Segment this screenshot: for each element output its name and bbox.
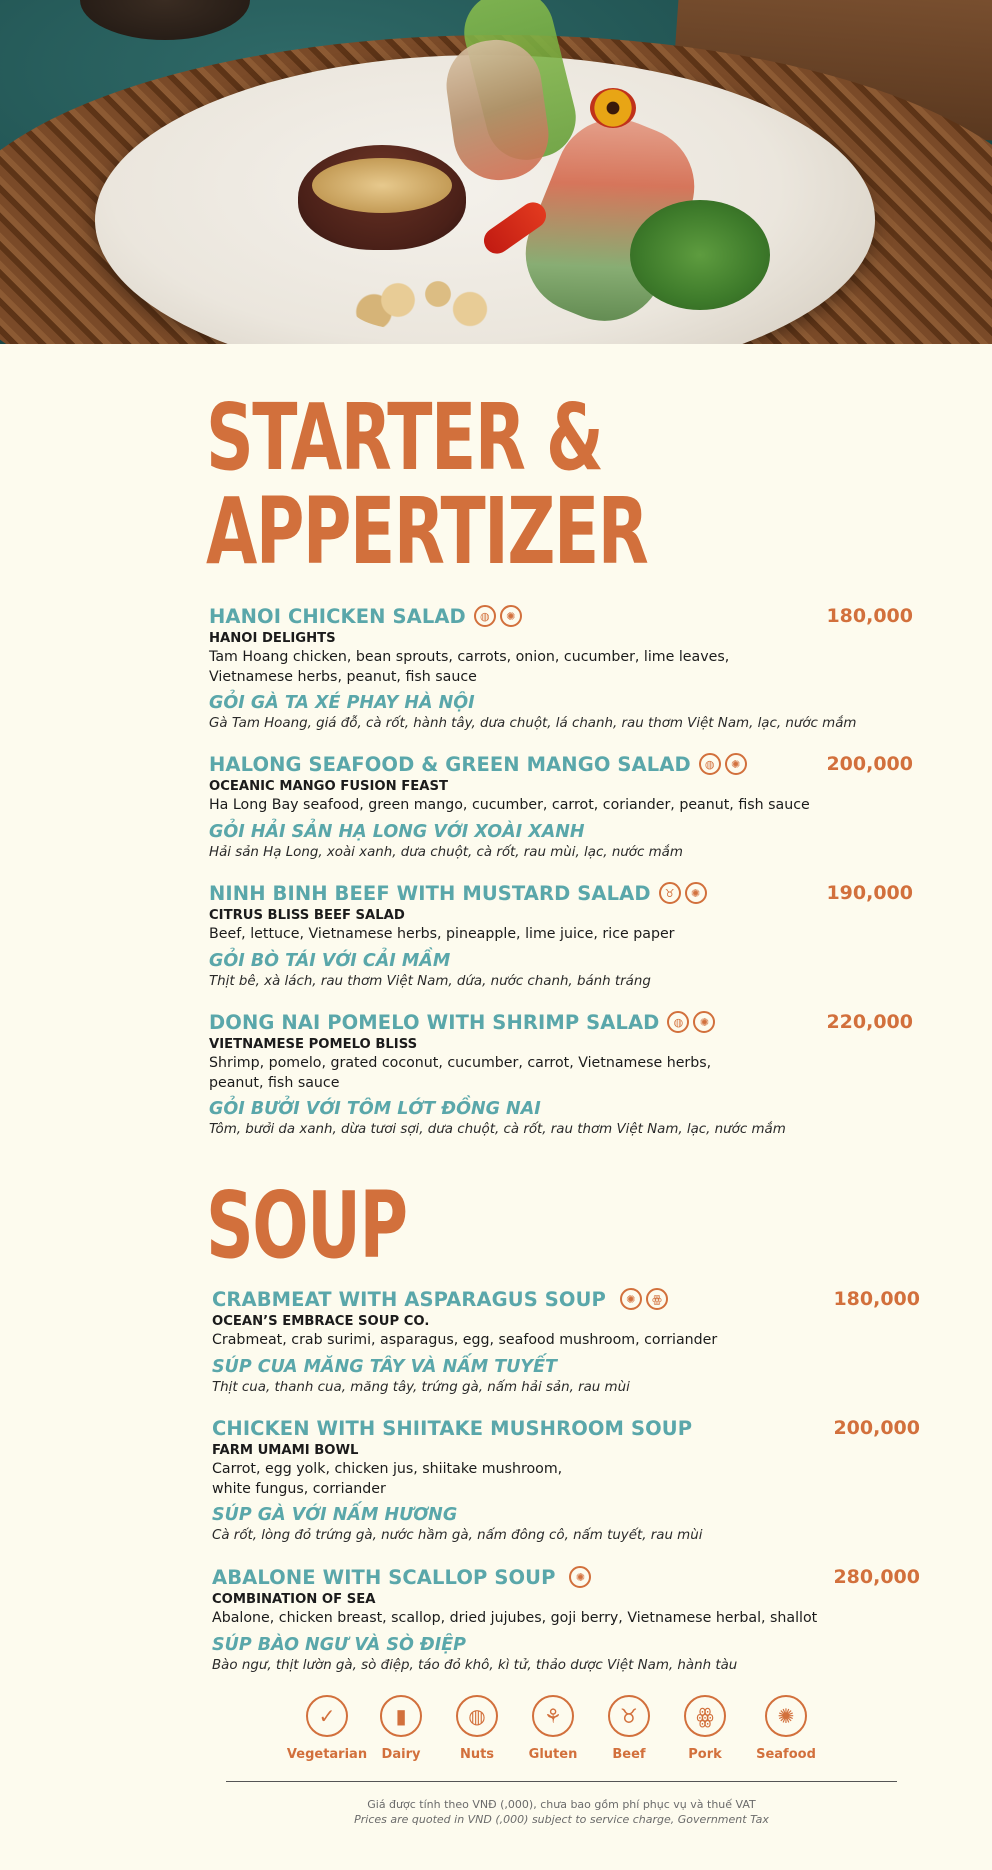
item-name: CHICKEN WITH SHIITAKE MUSHROOM SOUP — [212, 1416, 693, 1440]
footer-divider — [226, 1781, 897, 1782]
pork-icon: ꙮ — [646, 1288, 668, 1310]
nuts-icon: ◍ — [474, 605, 496, 627]
item-subtitle: FARM UMAMI BOWL — [212, 1443, 359, 1458]
item-vn-description: Thịt cua, thanh cua, măng tây, trứng gà, nấm hải sản, rau mùi — [212, 1379, 630, 1395]
legend-label: Beef — [612, 1747, 646, 1762]
item-price: 200,000 — [826, 753, 913, 775]
item-description: Beef, lettuce, Vietnamese herbs, pineapple, lime juice, rice paper — [209, 926, 675, 942]
item-price: 280,000 — [833, 1566, 920, 1588]
legend-pork — [660, 1695, 750, 1762]
item-description: Ha Long Bay seafood, green mango, cucumber, carrot, coriander, peanut, fish sauce — [209, 797, 810, 813]
section-title-line2: APPERTIZER — [206, 478, 648, 585]
item-name: HALONG SEAFOOD & GREEN MANGO SALAD — [209, 752, 691, 776]
item-description-2: peanut, fish sauce — [209, 1074, 340, 1091]
legend-label: Vegetarian — [286, 1747, 368, 1762]
item-subtitle: CITRUS BLISS BEEF SALAD — [209, 908, 405, 923]
legend-label: Nuts — [459, 1747, 495, 1762]
item-vn-description: Hải sản Hạ Long, xoài xanh, dưa chuột, cà rốt, rau mùi, lạc, nước mắm — [209, 844, 683, 860]
hero-food-image — [0, 0, 992, 344]
item-vn-description: Tôm, bưởi da xanh, dừa tươi sợi, dưa chuột, cà rốt, rau thơm Việt Nam, lạc, nước mắm — [209, 1122, 786, 1137]
menu-item-chicken-shiitake-soup — [212, 1415, 920, 1545]
item-subtitle: OCEAN’S EMBRACE SOUP CO. — [212, 1314, 430, 1329]
item-price: 220,000 — [826, 1011, 913, 1033]
nuts-icon: ◍ — [699, 753, 721, 775]
dairy-icon: ▮ — [380, 1695, 422, 1737]
item-vn-name: SÚP BÀO NGƯ VÀ SÒ ĐIỆP — [212, 1634, 467, 1655]
menu-item-crabmeat-asparagus-soup — [212, 1286, 920, 1397]
seafood-icon: ✺ — [725, 753, 747, 775]
item-vn-description: Bào ngư, thịt lườn gà, sò điệp, táo đỏ khô, kì tử, thảo dược Việt Nam, hành tàu — [212, 1657, 738, 1673]
item-name: ABALONE WITH SCALLOP SOUP — [212, 1565, 556, 1589]
legend-label: Dairy — [381, 1747, 421, 1762]
item-description: Tam Hoang chicken, bean sprouts, carrots, onion, cucumber, lime leaves, — [209, 649, 730, 665]
item-description: Carrot, egg yolk, chicken jus, shiitake mushroom, — [212, 1461, 563, 1477]
item-vn-name: GỎI BƯỞI VỚI TÔM LỚT ĐỒNG NAI — [209, 1099, 541, 1119]
beef-icon: ♉ — [659, 882, 681, 904]
item-subtitle: COMBINATION OF SEA — [212, 1592, 376, 1607]
nuts-icon: ◍ — [667, 1011, 689, 1033]
legend-label: Pork — [688, 1747, 722, 1762]
seafood-icon: ✺ — [500, 605, 522, 627]
item-vn-name: GỎI GÀ TA XÉ PHAY HÀ NỘI — [209, 693, 475, 713]
item-subtitle: VIETNAMESE POMELO BLISS — [209, 1037, 418, 1052]
item-description-2: white fungus, corriander — [212, 1480, 386, 1497]
seafood-icon: ✺ — [569, 1566, 591, 1588]
seafood-icon: ✺ — [685, 882, 707, 904]
item-subtitle: HANOI DELIGHTS — [209, 631, 336, 646]
item-description: Abalone, chicken breast, scallop, dried jujubes, goji berry, Vietnamese herbal, shallot — [212, 1610, 818, 1626]
item-name: HANOI CHICKEN SALAD — [209, 604, 466, 628]
legend-label: Gluten — [528, 1747, 578, 1762]
section-title-starter — [206, 384, 648, 585]
item-name: CRABMEAT WITH ASPARAGUS SOUP — [212, 1287, 606, 1311]
seafood-icon: ✺ — [620, 1288, 642, 1310]
footer-note-vn: Giá được tính theo VNĐ (,000), chưa bao gồm phí phục vụ và thuế VAT — [367, 1798, 756, 1811]
item-subtitle: OCEANIC MANGO FUSION FEAST — [209, 779, 448, 794]
item-name: DONG NAI POMELO WITH SHRIMP SALAD — [209, 1010, 660, 1034]
seafood-icon: ✺ — [765, 1695, 807, 1737]
item-vn-name: GỎI BÒ TÁI VỚI CẢI MẦM — [209, 950, 451, 971]
beef-icon: ♉ — [608, 1695, 650, 1737]
item-vn-name: GỎI HẢI SẢN HẠ LONG VỚI XOÀI XANH — [209, 821, 585, 842]
item-vn-description: Cà rốt, lòng đỏ trứng gà, nước hầm gà, nấm đông cô, nấm tuyết, rau mùi — [212, 1528, 703, 1543]
item-vn-name: SÚP GÀ VỚI NẤM HƯƠNG — [212, 1505, 458, 1525]
item-price: 180,000 — [826, 605, 913, 627]
item-name: NINH BINH BEEF WITH MUSTARD SALAD — [209, 881, 651, 905]
menu-item-ninh-binh-beef-salad — [209, 880, 913, 991]
section-title-line1: STARTER & — [206, 384, 603, 491]
section-title-soup: SOUP — [206, 1172, 407, 1279]
item-price: 200,000 — [833, 1417, 920, 1439]
item-description: Shrimp, pomelo, grated coconut, cucumber, carrot, Vietnamese herbs, — [209, 1055, 712, 1071]
allergen-legend — [286, 1695, 834, 1765]
menu-item-hanoi-chicken-salad — [209, 603, 913, 733]
item-price: 180,000 — [833, 1288, 920, 1310]
menu-item-abalone-scallop-soup — [212, 1564, 920, 1675]
menu-item-dong-nai-pomelo-salad — [209, 1009, 913, 1139]
item-vn-description: Thịt bê, xà lách, rau thơm Việt Nam, dứa, nước chanh, bánh tráng — [209, 973, 651, 989]
pork-icon: ꙮ — [684, 1695, 726, 1737]
nuts-icon: ◍ — [456, 1695, 498, 1737]
gluten-icon: ⚘ — [532, 1695, 574, 1737]
menu-item-halong-seafood-salad — [209, 751, 913, 862]
legend-seafood — [741, 1695, 831, 1762]
legend-label: Seafood — [756, 1747, 816, 1762]
item-vn-name: SÚP CUA MĂNG TÂY VÀ NẤM TUYẾT — [212, 1356, 557, 1377]
item-description-2: Vietnamese herbs, peanut, fish sauce — [209, 668, 477, 685]
item-description: Crabmeat, crab surimi, asparagus, egg, seafood mushroom, corriander — [212, 1332, 718, 1348]
footer-note-en: Prices are quoted in VND (,000) subject to service charge, Government Tax — [354, 1813, 769, 1826]
vegetarian-icon: ✓ — [306, 1695, 348, 1737]
item-price: 190,000 — [826, 882, 913, 904]
seafood-icon: ✺ — [693, 1011, 715, 1033]
item-vn-description: Gà Tam Hoang, giá đỗ, cà rốt, hành tây, dưa chuột, lá chanh, rau thơm Việt Nam, lạc, nước mắm — [209, 716, 857, 731]
